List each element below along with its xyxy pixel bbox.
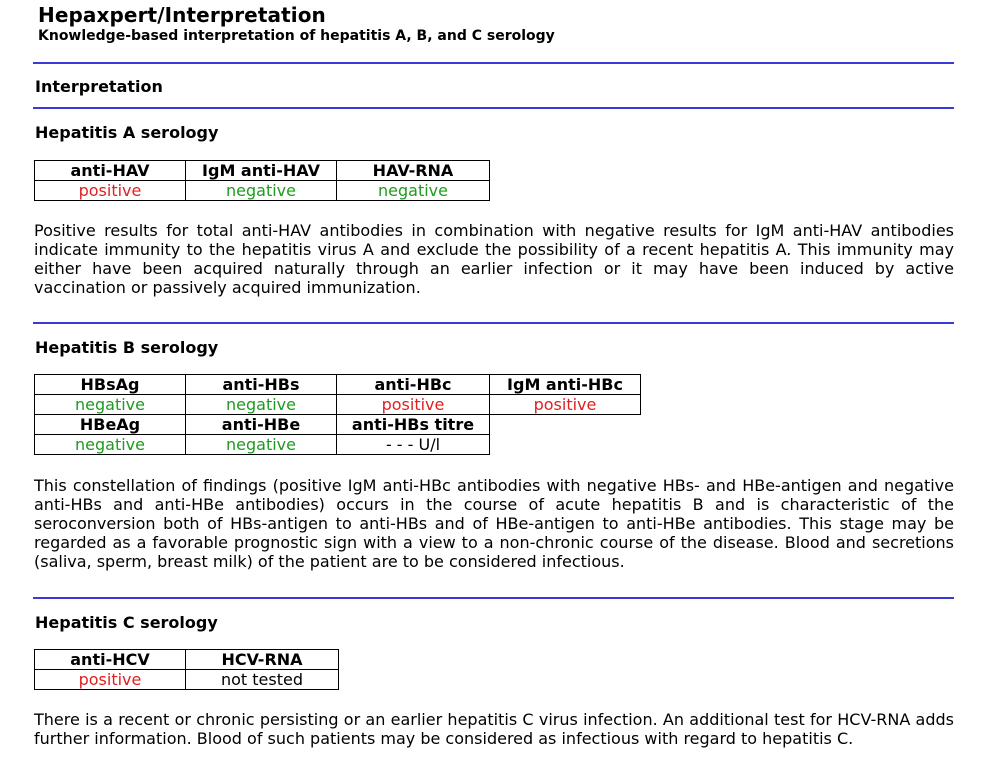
hepatitis-a-table bbox=[34, 160, 490, 201]
divider bbox=[33, 322, 954, 324]
anti-hbs-header: anti-HBs bbox=[186, 375, 337, 395]
igm-anti-hbc-header: IgM anti-HBc bbox=[490, 375, 641, 395]
anti-hav-value: positive bbox=[35, 181, 186, 201]
hepatitis-b-title: Hepatitis B serology bbox=[35, 338, 219, 357]
table-row bbox=[35, 415, 641, 435]
table-row bbox=[35, 435, 641, 455]
anti-hbs-value: negative bbox=[186, 395, 337, 415]
table-row bbox=[35, 395, 641, 415]
igm-anti-hav-value: negative bbox=[186, 181, 337, 201]
app-title: Hepaxpert/Interpretation bbox=[38, 3, 326, 27]
anti-hav-header: anti-HAV bbox=[35, 161, 186, 181]
table-row bbox=[35, 181, 490, 201]
anti-hcv-header: anti-HCV bbox=[35, 650, 186, 670]
hbeag-header: HBeAg bbox=[35, 415, 186, 435]
hepatitis-a-interpretation: Positive results for total anti-HAV antibodies in combination with negative results for IgM anti-HAV antibodies indicate immunity to the hepatitis virus A and exclude the possibility of a recent hepatitis A. This immunity may either have been acquired naturally through an earlier infection or it may have been induced by active vaccination or passively acquired immunization. bbox=[34, 221, 954, 297]
table-row bbox=[35, 161, 490, 181]
table-row bbox=[35, 650, 339, 670]
empty-cell bbox=[490, 415, 641, 435]
hav-rna-value: negative bbox=[337, 181, 490, 201]
igm-anti-hav-header: IgM anti-HAV bbox=[186, 161, 337, 181]
anti-hbs-titre-header: anti-HBs titre bbox=[337, 415, 490, 435]
hepatitis-c-title: Hepatitis C serology bbox=[35, 613, 218, 632]
hcv-rna-header: HCV-RNA bbox=[186, 650, 339, 670]
anti-hbs-titre-value: - - - U/l bbox=[337, 435, 490, 455]
anti-hbc-value: positive bbox=[337, 395, 490, 415]
hcv-rna-value: not tested bbox=[186, 670, 339, 690]
hav-rna-header: HAV-RNA bbox=[337, 161, 490, 181]
divider bbox=[33, 107, 954, 109]
anti-hcv-value: positive bbox=[35, 670, 186, 690]
igm-anti-hbc-value: positive bbox=[490, 395, 641, 415]
hepatitis-b-interpretation: This constellation of findings (positive IgM anti-HBc antibodies with negative HBs- and HBe-antigen and negative anti-HBs and anti-HBe antibodies) occurs in the course of acute hepatitis B and is characteristic of the seroconversion both of HBs-antigen to anti-HBs and of HBe-antigen to anti-HBe antibodies. This stage may be regarded as a favorable prognostic sign with a view to a non-chronic course of the disease. Blood and secretions (saliva, sperm, breast milk) of the patient are to be considered infectious. bbox=[34, 476, 954, 571]
hepatitis-c-table bbox=[34, 649, 339, 690]
hbsag-header: HBsAg bbox=[35, 375, 186, 395]
app-subtitle: Knowledge-based interpretation of hepatitis A, B, and C serology bbox=[38, 28, 555, 44]
divider bbox=[33, 62, 954, 64]
hepatitis-a-title: Hepatitis A serology bbox=[35, 123, 219, 142]
hbeag-value: negative bbox=[35, 435, 186, 455]
empty-cell bbox=[490, 435, 641, 455]
anti-hbe-header: anti-HBe bbox=[186, 415, 337, 435]
table-row bbox=[35, 375, 641, 395]
table-row bbox=[35, 670, 339, 690]
divider bbox=[33, 597, 954, 599]
hbsag-value: negative bbox=[35, 395, 186, 415]
anti-hbc-header: anti-HBc bbox=[337, 375, 490, 395]
anti-hbe-value: negative bbox=[186, 435, 337, 455]
hepatitis-c-interpretation: There is a recent or chronic persisting or an earlier hepatitis C virus infection. An additional test for HCV-RNA adds further information. Blood of such patients may be considered as infectious with regard to hepatitis C. bbox=[34, 710, 954, 748]
interpretation-heading: Interpretation bbox=[35, 77, 163, 96]
hepatitis-b-table bbox=[34, 374, 641, 455]
